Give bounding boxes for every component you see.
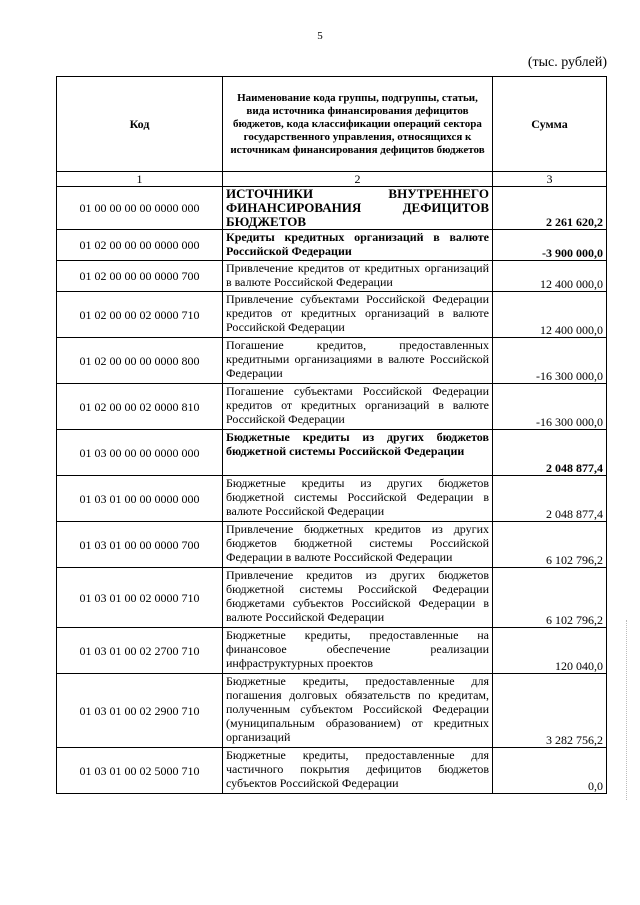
row-name: Бюджетные кредиты, предоставленные для частичного покрытия дефицитов бюджетов субъектов Российской Федерации [223,748,493,794]
row-name: Погашение субъектами Российской Федерации кредитов от кредитных организаций в валюте Российской Федерации [223,384,493,430]
column-number: 2 [223,172,493,187]
row-name: Бюджетные кредиты из других бюджетов бюджетной системы Российской Федерации в валюте Российской Федерации [223,476,493,522]
table-row [57,628,607,674]
row-sum: -16 300 000,0 [493,384,607,430]
row-code: 01 02 00 00 00 0000 000 [57,230,223,261]
row-sum: -3 900 000,0 [493,230,607,261]
header-name: Наименование кода группы, подгруппы, статьи, вида источника финансирования дефицитов бюджетов, кода классификации операций сектора государственного управления, относящихся к источникам финансирования дефицитов бюджетов [223,77,493,172]
row-sum: 120 040,0 [493,628,607,674]
header-code: Код [57,77,223,172]
row-sum: 2 261 620,2 [493,187,607,230]
table-row [57,748,607,794]
row-sum: 12 400 000,0 [493,261,607,292]
table-row [57,187,607,230]
row-name: Привлечение субъектами Российской Федерации кредитов от кредитных организаций в валюте Российской Федерации [223,292,493,338]
row-code: 01 02 00 00 00 0000 800 [57,338,223,384]
column-number: 1 [57,172,223,187]
row-code: 01 03 01 00 02 0000 710 [57,568,223,628]
row-code: 01 03 01 00 02 2900 710 [57,674,223,748]
table-row [57,674,607,748]
table-row [57,568,607,628]
table-header-row [57,77,607,172]
row-name: Привлечение бюджетных кредитов из других бюджетов бюджетной системы Российской Федерации в валюте Российской Федерации [223,522,493,568]
row-name: Привлечение кредитов от кредитных организаций в валюте Российской Федерации [223,261,493,292]
row-name: Привлечение кредитов из других бюджетов бюджетной системы Российской Федерации бюджетами субъектов Российской Федерации в валюте Российской Федерации [223,568,493,628]
row-sum: 2 048 877,4 [493,476,607,522]
row-sum: 6 102 796,2 [493,522,607,568]
row-code: 01 03 00 00 00 0000 000 [57,430,223,476]
table-row [57,476,607,522]
row-name: Кредиты кредитных организаций в валюте Российской Федерации [223,230,493,261]
row-sum: 3 282 756,2 [493,674,607,748]
row-code: 01 02 00 00 00 0000 700 [57,261,223,292]
table-row [57,292,607,338]
row-name: Бюджетные кредиты, предоставленные на финансовое обеспечение реализации инфраструктурных проектов [223,628,493,674]
units-label: (тыс. рублей) [527,55,607,70]
row-name: Бюджетные кредиты, предоставленные для погашения долговых обязательств по кредитам, полученным субъектом Российской Федерации (муниципальным образованием) от кредитных организаций [223,674,493,748]
row-code: 01 03 01 00 02 2700 710 [57,628,223,674]
page-number: 5 [317,30,323,42]
row-code: 01 03 01 00 02 5000 710 [57,748,223,794]
header-sum: Сумма [493,77,607,172]
table-row [57,261,607,292]
row-code: 01 00 00 00 00 0000 000 [57,187,223,230]
table-row [57,430,607,476]
table-row [57,384,607,430]
row-sum: 2 048 877,4 [493,430,607,476]
row-sum: 0,0 [493,748,607,794]
row-sum: 6 102 796,2 [493,568,607,628]
scan-margin-line [626,620,627,800]
row-code: 01 02 00 00 02 0000 710 [57,292,223,338]
table-row [57,230,607,261]
financing-sources-table [56,76,607,794]
row-code: 01 03 01 00 00 0000 700 [57,522,223,568]
row-name: Бюджетные кредиты из других бюджетов бюджетной системы Российской Федерации [223,430,493,476]
table-row [57,338,607,384]
row-name: ИСТОЧНИКИ ВНУТРЕННЕГО ФИНАНСИРОВАНИЯ ДЕФИЦИТОВ БЮДЖЕТОВ [223,187,493,230]
column-number-row [57,172,607,187]
row-sum: 12 400 000,0 [493,292,607,338]
row-code: 01 02 00 00 02 0000 810 [57,384,223,430]
row-sum: -16 300 000,0 [493,338,607,384]
row-name: Погашение кредитов, предоставленных кредитными организациями в валюте Российской Федерации [223,338,493,384]
row-code: 01 03 01 00 00 0000 000 [57,476,223,522]
table-row [57,522,607,568]
column-number: 3 [493,172,607,187]
